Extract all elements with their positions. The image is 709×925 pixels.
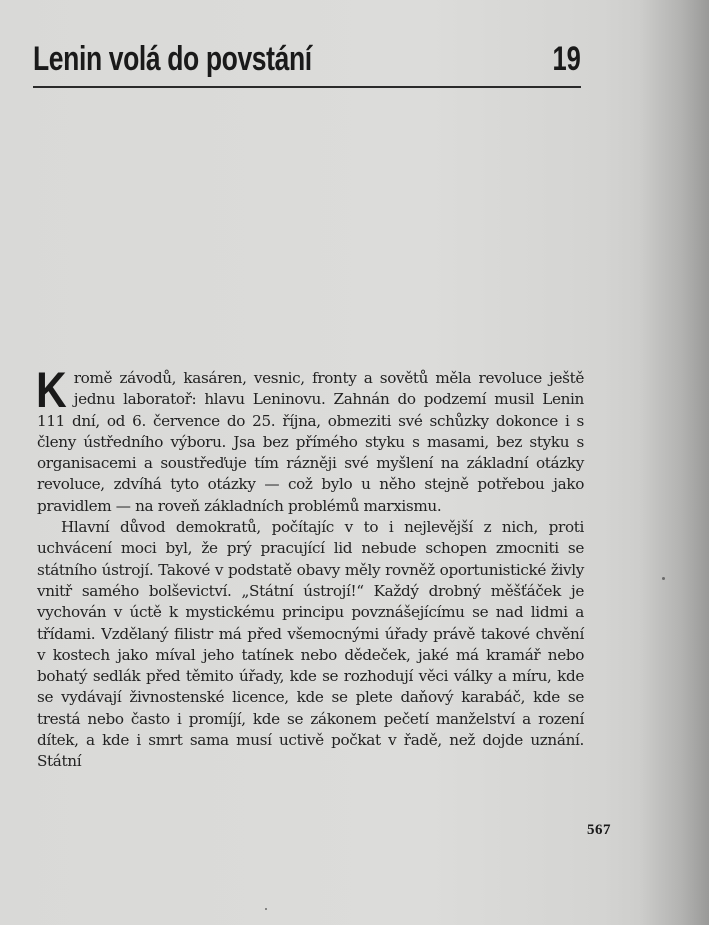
paragraph-1 [36,362,584,517]
drop-cap: K [36,362,67,418]
header-rule [33,86,581,88]
paragraph-1-text: romě závodů, kasáren, vesnic, fronty a sovětů měla revoluce ještě jednu laboratoř: hlavu Leninovu. Zahnán do podzemí musil Lenin 111 dní, od 6. července do 25. října, obmeziti své schůzky dokonce i s členy ústředního výboru. Jsa bez přímého styku s masami, bez styku s organisacemi a soustřeďuje tím rázněji své myšlení na základní otázky revoluce, zdvíhá tyto otázky — což bylo u něho stejně potřebou jako pravidlem — na roveň základních problémů marxismu. [37,369,584,515]
chapter-header [33,40,581,88]
page-number: 567 [587,822,611,838]
paper-speck [662,577,665,580]
paper-speck [265,908,267,910]
paragraph-2: Hlavní důvod demokratů, počítajíc v to i nejlevější z nich, proti uchvácení moci byl, že prý pracující lid nebude schopen zmocniti se státního ústrojí. Takové v podstatě obavy měly rovněž oportunistické živly vnitř samého bolševictví. „Státní ústrojí!“ Každý drobný měšťáček je vychován v úctě k mystickému principu povznášejícímu se nad lidmi a třídami. Vzdělaný filistr má před všemocnými úřady právě takové chvění v kostech jako míval jeho tatínek nebo dědeček, jaké má kramář nebo bohatý sedlák před těmito úřady, kde se rozhodují věci války a míru, kde se vydávají živnostenské licence, kde se plete daňový karabáč, kde se trestá nebo často i promíjí, kde se zákonem pečetí manželství a rození dítek, a kde i smrt sama musí uctivě počkat v řadě, než dojde uznání. Státní [37,518,584,771]
chapter-title: Lenin volá do povstání [33,40,312,78]
chapter-number: 19 [552,40,581,78]
body-text [36,362,584,773]
page-fold-shadow [639,0,709,925]
